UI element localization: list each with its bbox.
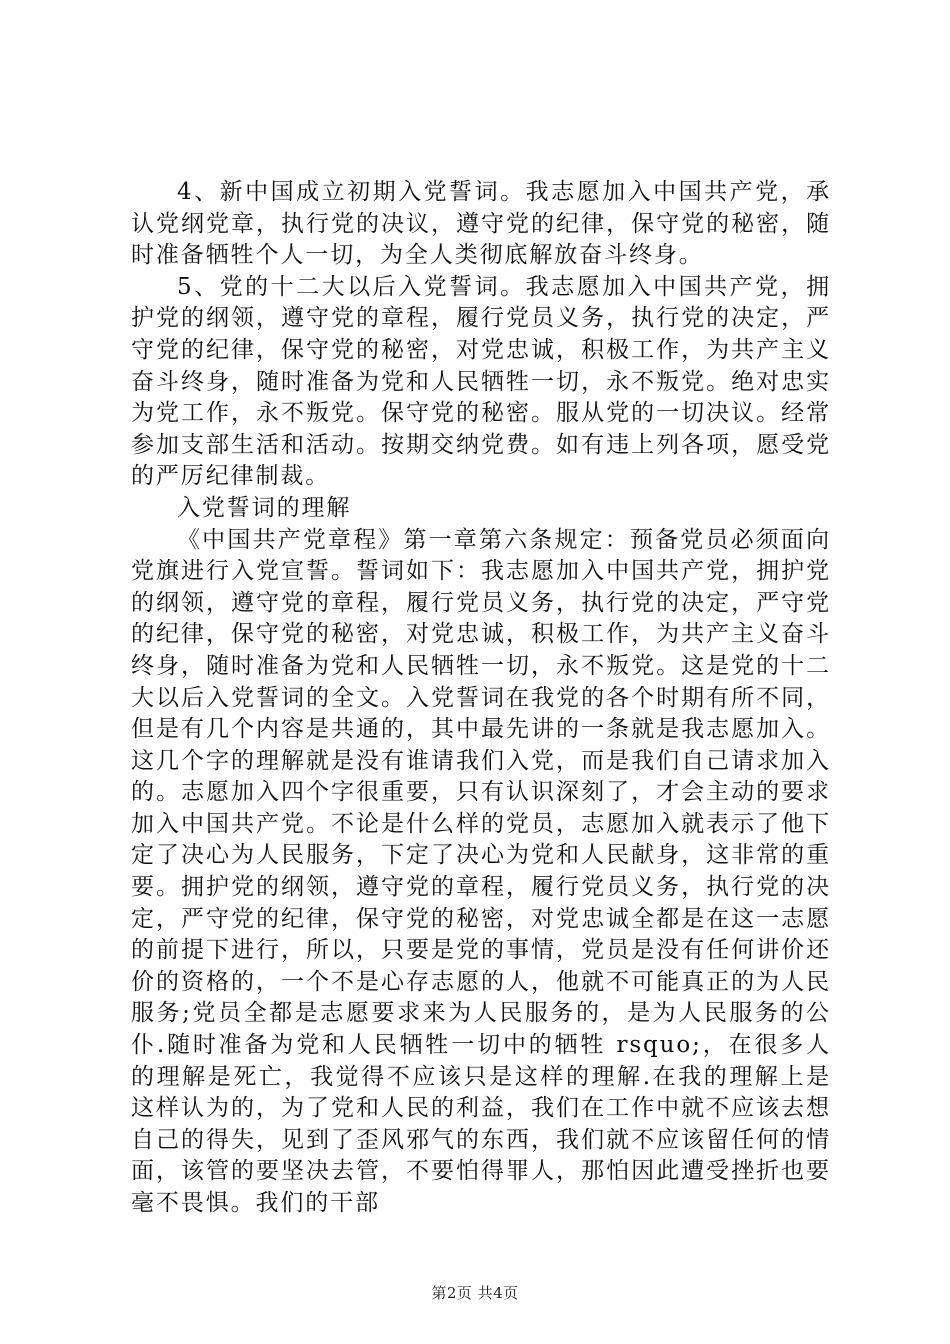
paragraph-oath-after-12th-congress: 5、党的十二大以后入党誓词。我志愿加入中国共产党，拥护党的纲领，遵守党的章程，履行党员义务，执行党的决定，严守党的纪律，保守党的秘密，对党忠诚，积极工作，为共产主义奋斗终身，随时准备为党和人民牺牲一切，永不叛党。绝对忠实为党工作，永不叛党。保守党的秘密。服从党的一切决议。经常参加支部生活和活动。按期交纳党费。如有违上列各项，愿受党的严厉纪律制裁。 — [131, 273, 831, 490]
paragraph-oath-interpretation: 《中国共产党章程》第一章第六条规定：预备党员必须面向党旗进行入党宣誓。誓词如下：我志愿加入中国共产党，拥护党的纲领，遵守党的章程，履行党员义务，执行党的决定，严守党的纪律，保守党的秘密，对党忠诚，积极工作，为共产主义奋斗终身，随时准备为党和人民牺牲一切，永不叛党。这是党的十二大以后入党誓词的全文。入党誓词在我党的各个时期有所不同，但是有几个内容是共通的，其中最先讲的一条就是我志愿加入。这几个字的理解就是没有谁请我们入党，而是我们自己请求加入的。志愿加入四个字很重要，只有认识深刻了，才会主动的要求加入中国共产党。不论是什么样的党员，志愿加入就表示了他下定了决心为人民服务，下定了决心为党和人民献身，这非常的重要。拥护党的纲领，遵守党的章程，履行党员义务，执行党的决定，严守党的纪律，保守党的秘密，对党忠诚全都是在这一志愿的前提下进行，所以，只要是党的事情，党员是没有任何讲价还价的资格的，一个不是心存志愿的人，他就不可能真正的为人民服务;党员全都是志愿要求来为人民服务的，是为人民服务的公仆.随时准备为党和人民牺牲一切中的牺牲 rsquo;，在很多人的理解是死亡，我觉得不应该只是这样的理解.在我的理解上是这样认为的，为了党和人民的利益，我们在工作中就不应该去想自己的得失，见到了歪风邪气的东西，我们就不应该留任何的情面，该管的要坚决去管，不要怕得罪人，那怕因此遭受挫折也要毫不畏惧。我们的干部 — [131, 526, 831, 1216]
page-footer: 第2页 共4页 — [431, 1284, 519, 1302]
paragraph-oath-early-prc: 4、新中国成立初期入党誓词。我志愿加入中国共产党，承认党纲党章，执行党的决议，遵守党的纪律，保守党的秘密，随时准备牺牲个人一切，为全人类彻底解放奋斗终身。 — [131, 179, 831, 269]
section-heading-oath-understanding: 入党誓词的理解 — [177, 494, 352, 521]
document-body — [131, 177, 831, 1220]
